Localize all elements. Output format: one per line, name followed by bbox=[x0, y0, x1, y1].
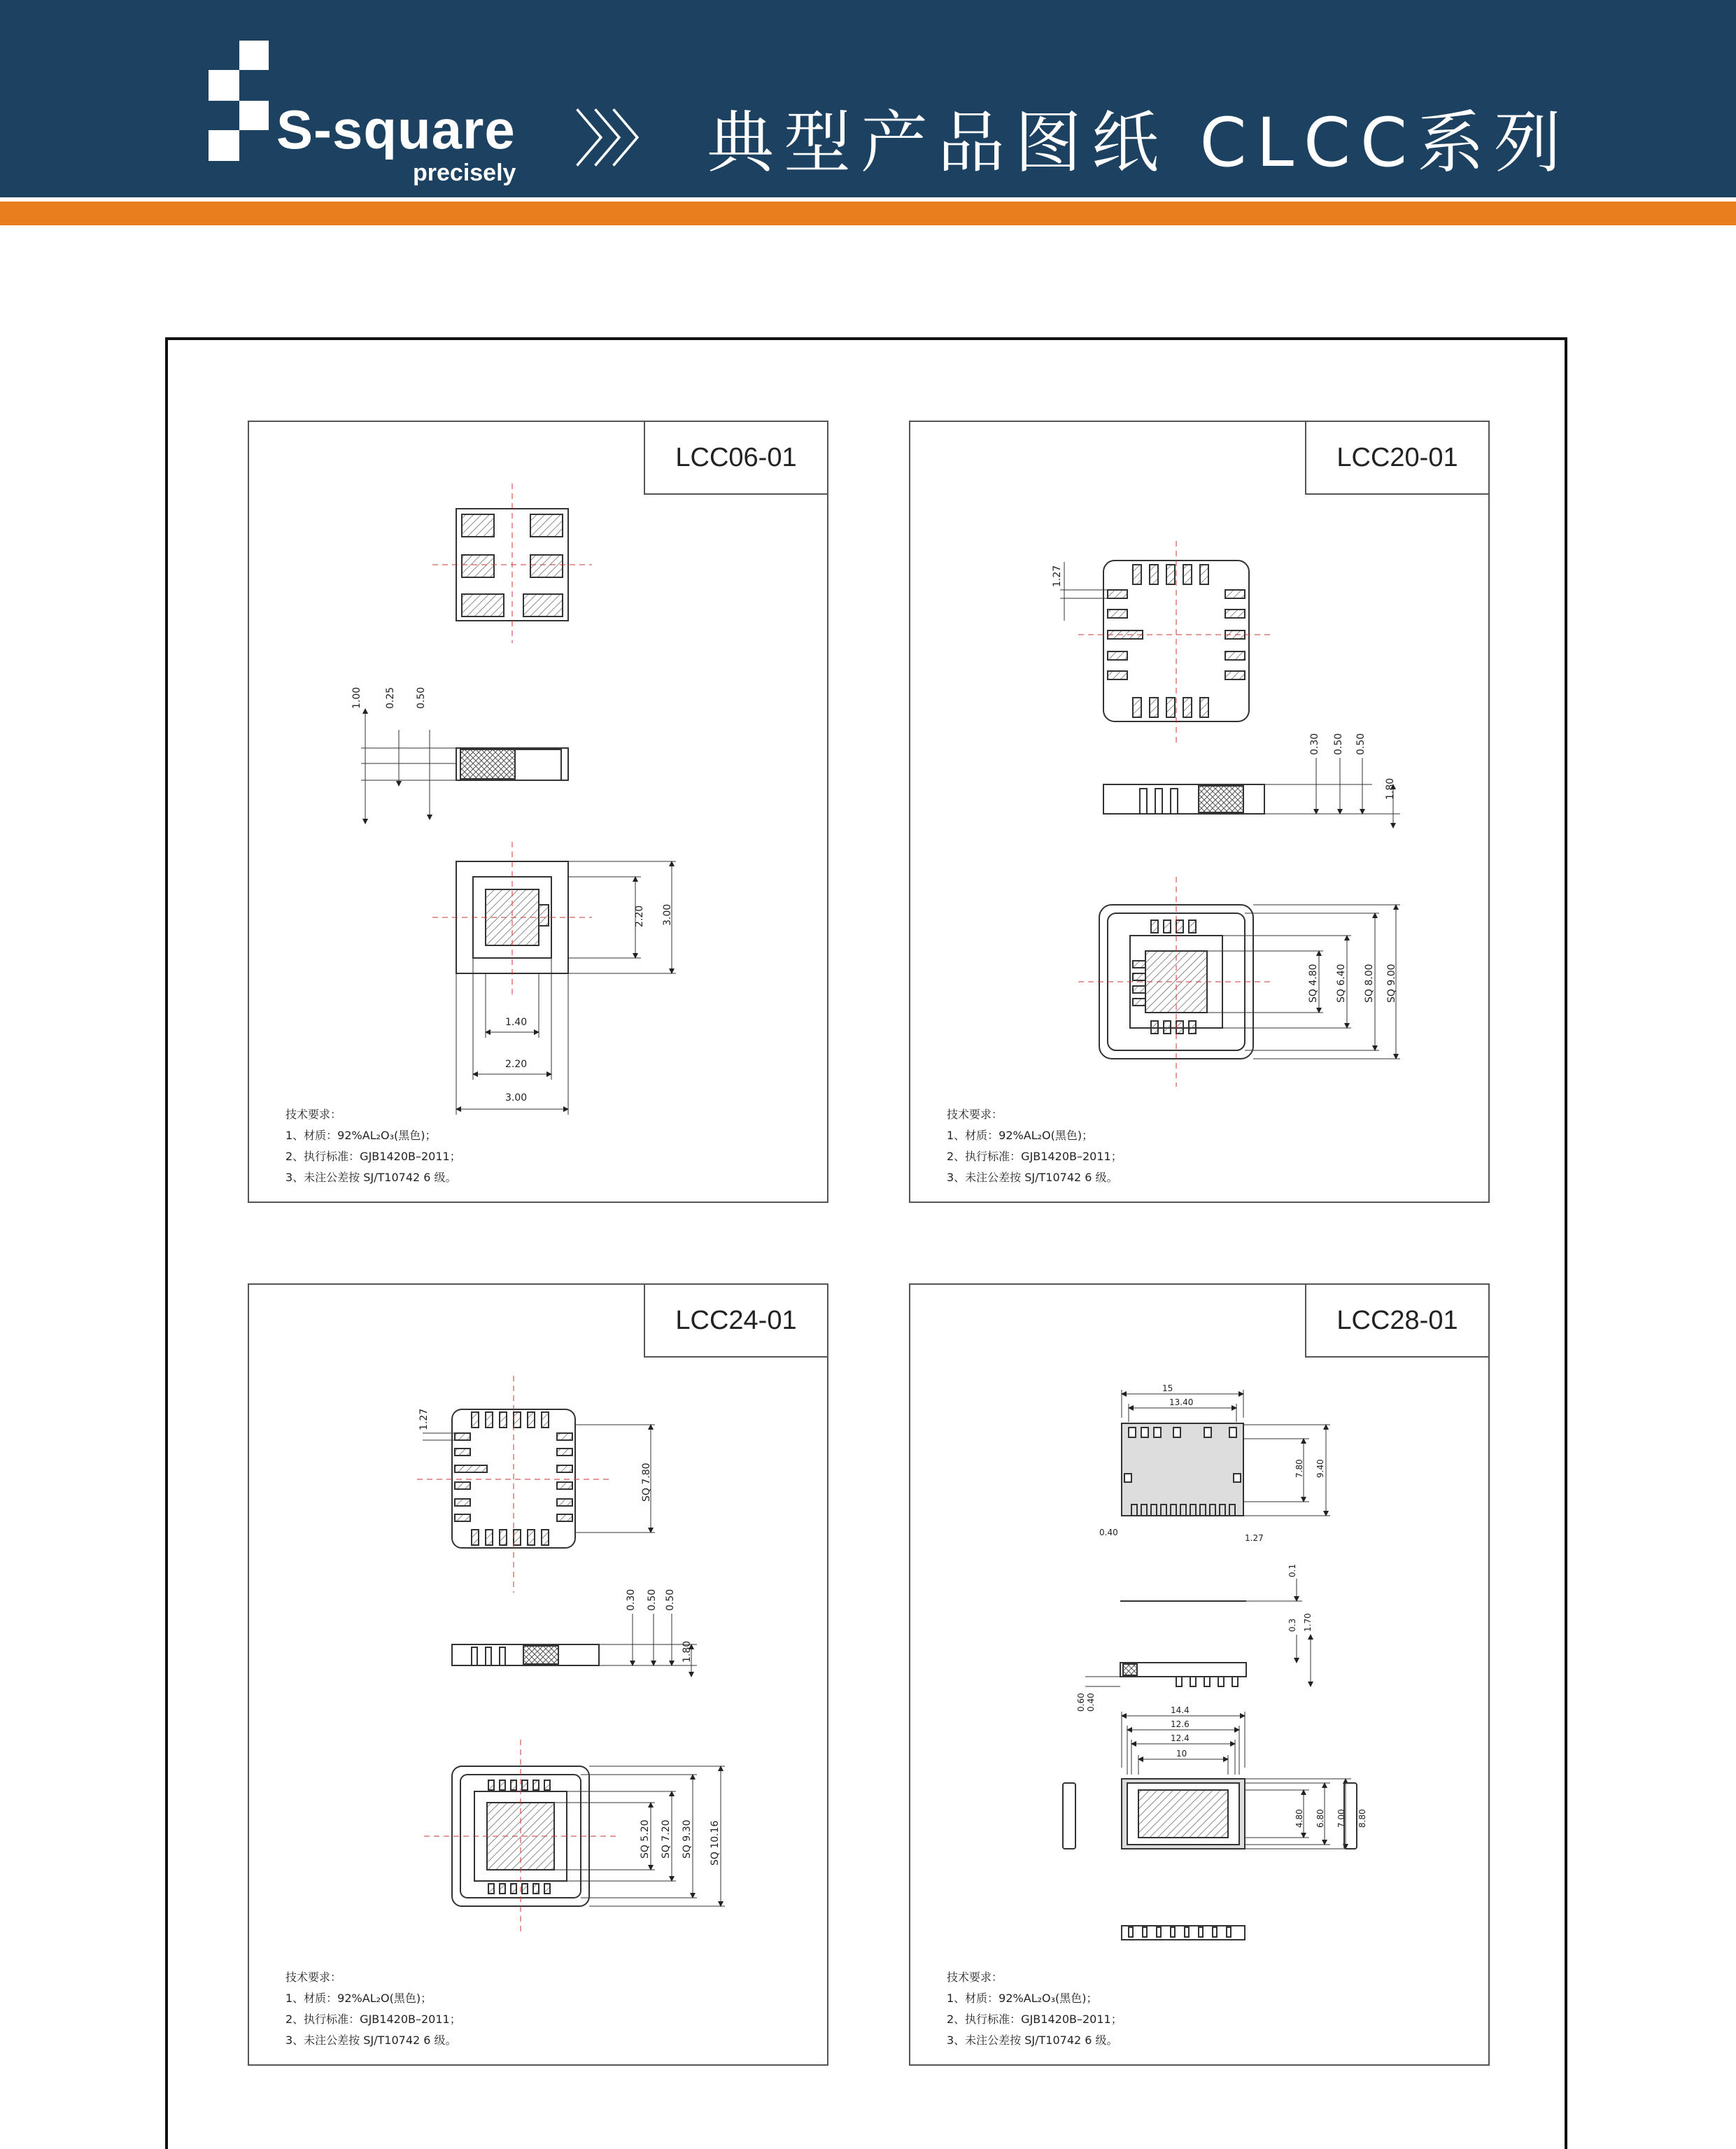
logo-square-1 bbox=[239, 41, 269, 70]
dim-label: 0.50 bbox=[416, 686, 427, 709]
dim-label: SQ 6.40 bbox=[1336, 964, 1347, 1003]
note-line: 3、未注公差按 SJ/T10742 6 级。 bbox=[285, 1171, 457, 1184]
dim-label: 1.80 bbox=[1385, 777, 1396, 800]
dim-label: 15 bbox=[1162, 1383, 1173, 1393]
note-line: 1、材质：92%AL₂O₃(黑色)； bbox=[285, 1129, 437, 1142]
header-banner bbox=[0, 0, 1736, 197]
chevrons-icon: 〉〉〉 bbox=[574, 104, 660, 176]
dim-label: SQ 8.00 bbox=[1364, 964, 1375, 1003]
note-line: 1、材质：92%AL₂O₃(黑色)； bbox=[947, 1992, 1098, 2005]
drawing-panel-lcc20 bbox=[909, 421, 1490, 1203]
dim-label: 12.4 bbox=[1171, 1733, 1190, 1743]
panel-label: LCC20-01 bbox=[1305, 422, 1488, 495]
logo-text: S-square bbox=[276, 99, 516, 160]
dim-label: SQ 9.30 bbox=[682, 1819, 693, 1859]
note-line: 2、执行标准：GJB1420B–2011； bbox=[947, 1150, 1122, 1163]
dim-label: 14.4 bbox=[1171, 1705, 1190, 1715]
dim-label: 1.27 bbox=[1052, 565, 1063, 587]
note-line: 1、材质：92%AL₂O(黑色)； bbox=[947, 1129, 1094, 1142]
logo-subtext: precisely bbox=[413, 160, 516, 186]
technical-notes bbox=[285, 1104, 461, 1188]
dim-label: SQ 7.20 bbox=[661, 1819, 672, 1859]
lcc28-drawing bbox=[910, 1285, 1491, 2067]
dim-label: 0.50 bbox=[1355, 733, 1367, 755]
note-line: 2、执行标准：GJB1420B–2011； bbox=[285, 1150, 461, 1163]
dim-label: SQ 7.80 bbox=[641, 1463, 652, 1502]
dim-label: 0.30 bbox=[626, 1588, 637, 1611]
drawing-panel-lcc24 bbox=[248, 1283, 828, 2066]
note-line: 2、执行标准：GJB1420B–2011； bbox=[947, 2013, 1122, 2026]
note-line: 1、材质：92%AL₂O(黑色)； bbox=[285, 1992, 432, 2005]
panel-label: LCC28-01 bbox=[1305, 1285, 1488, 1358]
dim-label: 0.50 bbox=[647, 1588, 658, 1611]
panel-label: LCC06-01 bbox=[644, 422, 827, 495]
dim-label: 0.25 bbox=[385, 686, 396, 709]
dim-label: 1.00 bbox=[351, 686, 362, 709]
panel-label: LCC24-01 bbox=[644, 1285, 827, 1358]
page-title: 典型产品图纸 CLCC系列 bbox=[707, 104, 1572, 182]
logo-square-4 bbox=[209, 130, 239, 161]
note-line: 3、未注公差按 SJ/T10742 6 级。 bbox=[947, 1171, 1118, 1184]
technical-notes bbox=[947, 1967, 1122, 2051]
dim-label: 0.50 bbox=[1333, 733, 1344, 755]
dim-label: 6.80 bbox=[1315, 1809, 1325, 1828]
lcc20-drawing bbox=[910, 422, 1491, 1204]
dim-label: 1.40 bbox=[505, 1017, 528, 1028]
note-line: 2、执行标准：GJB1420B–2011； bbox=[285, 2013, 461, 2026]
dim-label: 2.20 bbox=[634, 905, 645, 927]
dim-label: 7.00 bbox=[1336, 1809, 1346, 1828]
dim-label: 3.00 bbox=[662, 903, 673, 926]
dim-label: 7.80 bbox=[1294, 1459, 1304, 1478]
dim-label: SQ 5.20 bbox=[640, 1819, 651, 1859]
note-line: 技术要求： bbox=[947, 1971, 1003, 1984]
logo-square-3 bbox=[239, 101, 269, 130]
dim-label: SQ 9.00 bbox=[1386, 964, 1397, 1003]
dim-label: 1.80 bbox=[682, 1640, 693, 1663]
note-line: 3、未注公差按 SJ/T10742 6 级。 bbox=[947, 2034, 1118, 2047]
dim-label: 10 bbox=[1176, 1749, 1187, 1759]
lcc24-drawing bbox=[249, 1285, 830, 2067]
dim-label: 2.20 bbox=[505, 1059, 528, 1070]
dim-label: 1.27 bbox=[1245, 1533, 1264, 1543]
dim-label: 0.30 bbox=[1309, 733, 1320, 755]
technical-notes bbox=[947, 1104, 1122, 1188]
dim-label: 0.40 bbox=[1086, 1693, 1096, 1712]
dim-label: SQ 10.16 bbox=[710, 1820, 721, 1866]
dim-label: 4.80 bbox=[1294, 1809, 1304, 1828]
dim-label: 0.40 bbox=[1099, 1528, 1118, 1537]
drawing-panel-lcc06 bbox=[248, 421, 828, 1203]
dim-label: 0.50 bbox=[665, 1588, 676, 1611]
dim-label: 3.00 bbox=[505, 1092, 528, 1104]
lcc06-drawing bbox=[249, 422, 830, 1204]
dim-label: 12.6 bbox=[1171, 1719, 1190, 1729]
logo-square-2 bbox=[209, 70, 239, 101]
technical-notes bbox=[285, 1967, 461, 2051]
drawing-panel-lcc28 bbox=[909, 1283, 1490, 2066]
dim-label: 0.3 bbox=[1287, 1618, 1297, 1632]
dim-label: 13.40 bbox=[1169, 1397, 1194, 1407]
dim-label: 1.27 bbox=[418, 1408, 430, 1430]
note-line: 技术要求： bbox=[285, 1971, 342, 1984]
note-line: 3、未注公差按 SJ/T10742 6 级。 bbox=[285, 2034, 457, 2047]
dim-label: 9.40 bbox=[1315, 1459, 1325, 1478]
accent-stripe bbox=[0, 202, 1736, 225]
note-line: 技术要求： bbox=[285, 1108, 342, 1121]
dim-label: 1.70 bbox=[1303, 1613, 1313, 1632]
note-line: 技术要求： bbox=[947, 1108, 1003, 1121]
dim-label: 8.80 bbox=[1357, 1809, 1367, 1828]
dim-label: SQ 4.80 bbox=[1308, 964, 1319, 1003]
dim-label: 0.60 bbox=[1076, 1693, 1086, 1712]
dim-label: 0.1 bbox=[1287, 1563, 1297, 1577]
